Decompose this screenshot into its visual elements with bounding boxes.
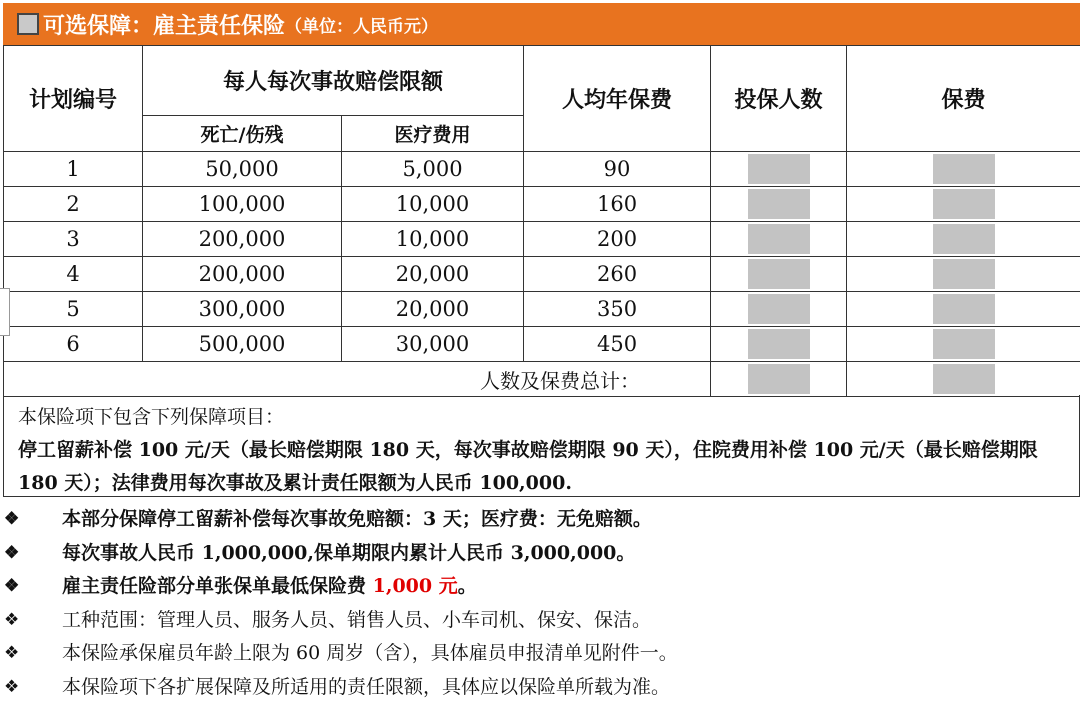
medical-limit-cell: 30,000 <box>342 327 524 362</box>
premium-field[interactable] <box>933 329 995 359</box>
bullet-text: 本保险项下各扩展保障及所适用的责任限额，具体应以保险单所载为准。 <box>62 675 671 698</box>
plan-number-cell: 5 <box>4 292 143 327</box>
section-header <box>3 3 1080 45</box>
bullet-text: 每次事故人民币 1,000,000,保单期限内累计人民币 3,000,000。 <box>62 541 636 564</box>
premium-cell[interactable] <box>847 292 1080 327</box>
premium-per-person-cell: 350 <box>524 292 711 327</box>
premium-per-person-cell: 260 <box>524 257 711 292</box>
plan-number-cell: 3 <box>4 222 143 257</box>
bullet-text: 雇主责任险部分单张保单最低保险费 <box>62 575 373 597</box>
death-limit-cell: 200,000 <box>143 222 342 257</box>
plan-number-cell: 1 <box>4 152 143 187</box>
table-row <box>4 187 1080 222</box>
total-premium-cell[interactable] <box>847 362 1080 397</box>
medical-limit-cell: 5,000 <box>342 152 524 187</box>
premium-field[interactable] <box>933 154 995 184</box>
section-title: 可选保障：雇主责任保险 <box>43 12 286 39</box>
total-premium-field[interactable] <box>933 364 995 394</box>
medical-limit-cell: 10,000 <box>342 222 524 257</box>
medical-limit-cell: 20,000 <box>342 257 524 292</box>
plan-number-cell: 2 <box>4 187 143 222</box>
insured-count-field[interactable] <box>748 294 810 324</box>
premium-cell[interactable] <box>847 257 1080 292</box>
death-limit-cell: 100,000 <box>143 187 342 222</box>
premium-field[interactable] <box>933 189 995 219</box>
header-limit-group: 每人每次事故赔偿限额 <box>143 46 524 116</box>
terms-list <box>0 503 1080 704</box>
list-item <box>0 570 1080 604</box>
insured-count-field[interactable] <box>748 329 810 359</box>
insured-count-cell[interactable] <box>711 292 847 327</box>
insured-count-cell[interactable] <box>711 327 847 362</box>
plan-number-cell: 4 <box>4 257 143 292</box>
premium-per-person-cell: 160 <box>524 187 711 222</box>
death-limit-cell: 500,000 <box>143 327 342 362</box>
death-limit-cell: 300,000 <box>143 292 342 327</box>
medical-limit-cell: 10,000 <box>342 187 524 222</box>
death-limit-cell: 200,000 <box>143 257 342 292</box>
header-medical: 医疗费用 <box>342 116 524 152</box>
diamond-bullet-icon: ❖ <box>4 609 20 630</box>
diamond-bullet-icon: ❖ <box>4 576 20 596</box>
insured-count-cell[interactable] <box>711 257 847 292</box>
insured-count-field[interactable] <box>748 189 810 219</box>
total-row <box>4 362 1080 397</box>
insured-count-field[interactable] <box>748 154 810 184</box>
premium-cell[interactable] <box>847 327 1080 362</box>
coverage-intro: 本保险项下包含下列保障项目： <box>18 406 285 428</box>
coverage-details: 停工留薪补偿 100 元/天（最长赔偿期限 180 天，每次事故赔偿期限 90 天），住院费用补偿 100 元/天（最长赔偿期限 180 天）；法律费用每次事故及累计责任限额为人民币 100,000. <box>18 439 1038 494</box>
coverage-notes <box>3 395 1080 497</box>
list-item <box>0 537 1080 571</box>
table-row <box>4 327 1080 362</box>
premium-cell[interactable] <box>847 152 1080 187</box>
insured-count-field[interactable] <box>748 259 810 289</box>
bullet-text: 工种范围：管理人员、服务人员、销售人员、小车司机、保安、保洁。 <box>62 608 652 631</box>
bullet-text-end: 。 <box>457 575 477 597</box>
bullet-text: 本部分保障停工留薪补偿每次事故免赔额：3 天；医疗费：无免赔额。 <box>62 508 652 530</box>
section-unit: （单位：人民币元） <box>285 16 439 37</box>
insured-count-cell[interactable] <box>711 187 847 222</box>
header-premium: 保费 <box>847 46 1080 152</box>
premium-per-person-cell: 450 <box>524 327 711 362</box>
side-collapse-handle[interactable] <box>0 288 10 336</box>
premium-per-person-cell: 200 <box>524 222 711 257</box>
list-item <box>0 503 1080 537</box>
table-row <box>4 152 1080 187</box>
header-plan-number: 计划编号 <box>4 46 143 152</box>
header-insured-count: 投保人数 <box>711 46 847 152</box>
insured-count-cell[interactable] <box>711 152 847 187</box>
bullet-text: 本保险承保雇员年龄上限为 60 周岁（含），具体雇员申报清单见附件一。 <box>62 642 678 664</box>
list-item <box>0 604 1080 638</box>
total-label: 人数及保费总计： <box>4 362 711 397</box>
premium-cell[interactable] <box>847 222 1080 257</box>
table-row <box>4 222 1080 257</box>
plan-number-cell: 6 <box>4 327 143 362</box>
header-death-disability: 死亡/伤残 <box>143 116 342 152</box>
medical-limit-cell: 20,000 <box>342 292 524 327</box>
header-premium-per-person: 人均年保费 <box>524 46 711 152</box>
option-checkbox[interactable] <box>17 13 39 35</box>
table-row <box>4 292 1080 327</box>
list-item <box>0 637 1080 671</box>
premium-cell[interactable] <box>847 187 1080 222</box>
diamond-bullet-icon: ❖ <box>4 509 20 529</box>
premium-field[interactable] <box>933 294 995 324</box>
total-count-cell[interactable] <box>711 362 847 397</box>
insured-count-field[interactable] <box>748 224 810 254</box>
premium-per-person-cell: 90 <box>524 152 711 187</box>
minimum-premium-amount: 1,000 元 <box>372 575 458 597</box>
diamond-bullet-icon: ❖ <box>4 643 20 663</box>
death-limit-cell: 50,000 <box>143 152 342 187</box>
diamond-bullet-icon: ❖ <box>4 676 20 697</box>
table-row <box>4 257 1080 292</box>
list-item <box>0 671 1080 704</box>
total-count-field[interactable] <box>748 364 810 394</box>
premium-field[interactable] <box>933 224 995 254</box>
plan-table <box>3 45 1080 397</box>
insured-count-cell[interactable] <box>711 222 847 257</box>
premium-field[interactable] <box>933 259 995 289</box>
diamond-bullet-icon: ❖ <box>4 542 20 563</box>
